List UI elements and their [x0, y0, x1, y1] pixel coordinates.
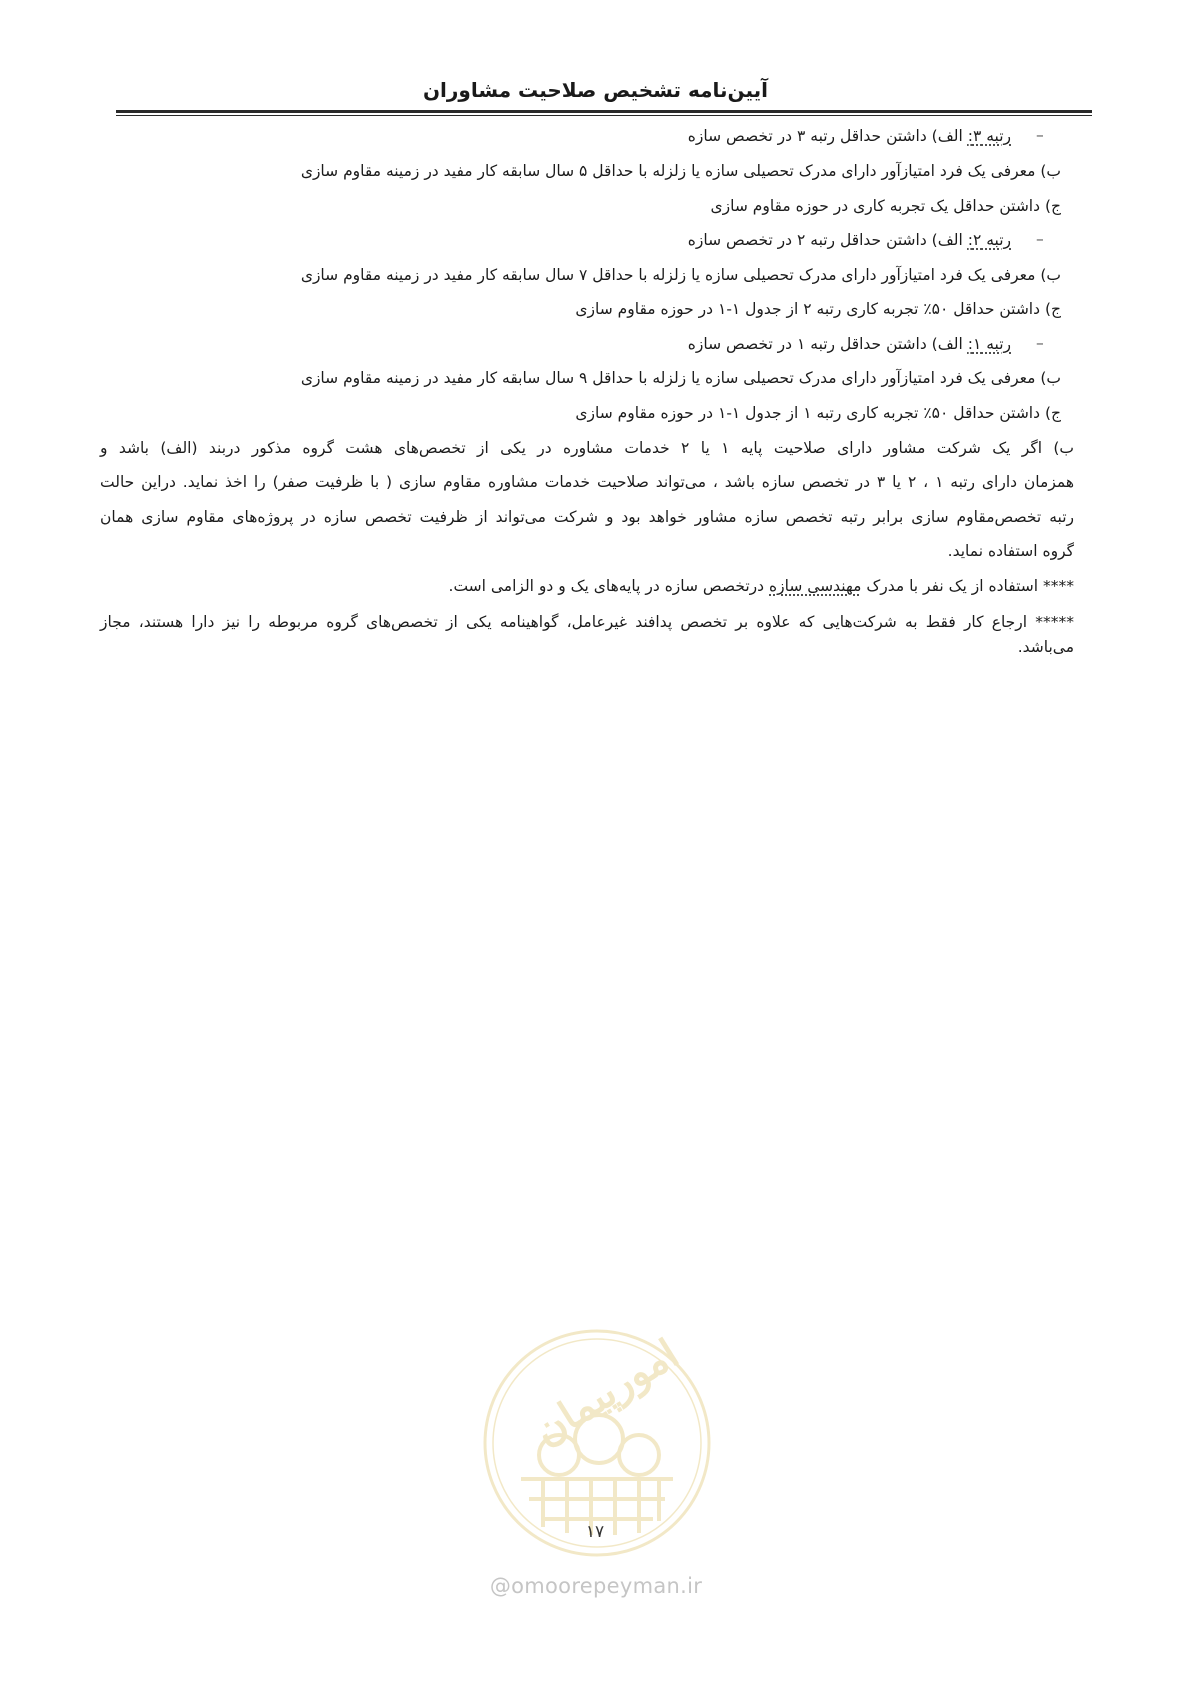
watermark-lettering: امورپیمان — [525, 1329, 687, 1455]
grade-3-line-b: ب) معرفی یک فرد امتیازآور دارای مدرک تحصیلی سازه یا زلزله با حداقل ۵ سال سابقه کار مفید در زمینه مقاوم سازی — [300, 162, 1061, 180]
grade-2-label: رتبه ۲: — [967, 231, 1011, 249]
list-bullet: – — [1036, 334, 1044, 352]
footnote-marker: ***** — [1035, 613, 1074, 631]
grade-3-label: رتبه ۳: — [967, 127, 1011, 145]
grade-1-line-b: ب) معرفی یک فرد امتیازآور دارای مدرک تحصیلی سازه یا زلزله با حداقل ۹ سال سابقه کار مفید در زمینه مقاوم سازی — [300, 369, 1061, 387]
grade-3-requirement-a: الف) داشتن حداقل رتبه ۳ در تخصص سازه — [687, 127, 968, 145]
grade-2-line-b: ب) معرفی یک فرد امتیازآور دارای مدرک تحصیلی سازه یا زلزله با حداقل ۷ سال سابقه کار مفید در زمینه مقاوم سازی — [300, 266, 1061, 284]
page-title: آیین‌نامه تشخیص صلاحیت مشاوران — [422, 78, 769, 102]
grade-2-line-c: ج) داشتن حداقل ۵۰٪ تجربه کاری رتبه ۲ از جدول ۱-۱ در حوزه مقاوم سازی — [575, 300, 1061, 318]
list-bullet: – — [1036, 126, 1044, 144]
grade-2-requirement-a: الف) داشتن حداقل رتبه ۲ در تخصص سازه — [687, 231, 968, 249]
grade-2-line-a — [688, 230, 1011, 250]
paragraph-b-line-4: گروه استفاده نماید. — [947, 542, 1074, 560]
footnote-structural-engineer: **** استفاده از یک نفر با مدرک مهندسی سازه درتخصص سازه در پایه‌های یک و دو الزامی است. — [448, 577, 1074, 595]
header-divider-thin — [116, 115, 1092, 116]
footnote-passive-defense-line-1: ***** ارجاع کار فقط به شرکت‌هایی که علاوه بر تخصص پدافند غیرعامل، گواهینامه یکی از تخصص‌های گروه مربوطه را نیز دارا هستند، مجاز — [100, 613, 1074, 631]
grade-1-label: رتبه ۱: — [967, 335, 1011, 353]
paragraph-b-line-2: همزمان دارای رتبه ۱ ، ۲ یا ۳ در تخصص سازه باشد ، می‌تواند صلاحیت خدمات مشاوره مقاوم سازی ( با ظرفیت صفر) را اخذ نماید. دراین حالت — [100, 473, 1075, 491]
grade-1-line-c: ج) داشتن حداقل ۵۰٪ تجربه کاری رتبه ۱ از جدول ۱-۱ در حوزه مقاوم سازی — [575, 404, 1061, 422]
website-watermark: @omoorepeyman.ir — [489, 1574, 703, 1598]
grade-1-line-a — [688, 334, 1011, 354]
grade-3-line-a — [688, 126, 1011, 146]
paragraph-b-line-1: ب) اگر یک شرکت مشاور دارای صلاحیت پایه ۱ یا ۲ خدمات مشاوره در یکی از تخصص‌های هشت گروه مذکور دربند (الف) باشد و — [100, 439, 1074, 457]
underlined-term: مهندسی سازه — [769, 577, 862, 595]
list-bullet: – — [1036, 230, 1044, 248]
header-divider — [116, 110, 1092, 113]
page-number: ۱۷ — [585, 1522, 605, 1542]
grade-3-line-c: ج) داشتن حداقل یک تجربه کاری در حوزه مقاوم سازی — [710, 197, 1061, 215]
grade-1-requirement-a: الف) داشتن حداقل رتبه ۱ در تخصص سازه — [687, 335, 968, 353]
footnote-passive-defense-line-2: می‌باشد. — [1017, 638, 1074, 656]
footnote-marker: **** — [1043, 577, 1074, 595]
paragraph-b-line-3: رتبه تخصص‌مقاوم سازی برابر رتبه تخصص سازه مشاور خواهد بود و شرکت می‌تواند از ظرفیت تخصص سازه در پروژه‌های مقاوم سازی همان — [100, 508, 1074, 526]
